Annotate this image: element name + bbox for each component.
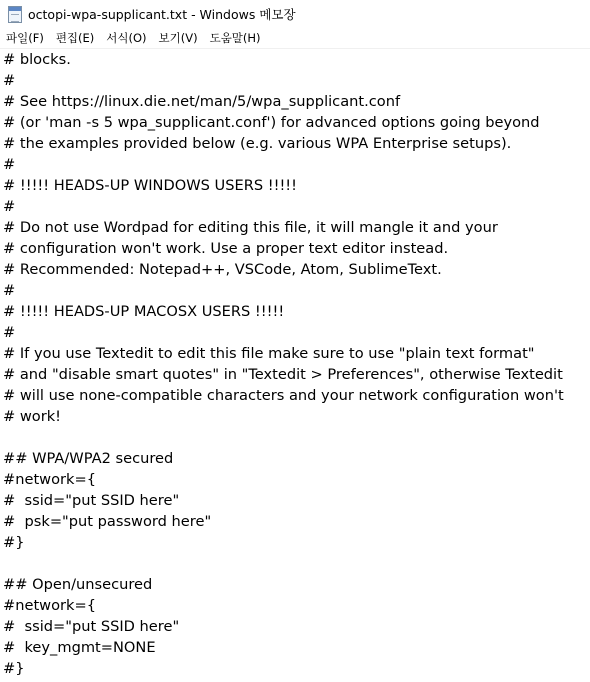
editor-content[interactable]	[0, 49, 590, 679]
text-line[interactable]: # !!!!! HEADS-UP WINDOWS USERS !!!!!	[3, 177, 297, 194]
text-line[interactable]: #	[3, 156, 16, 173]
text-line[interactable]: # Do not use Wordpad for editing this file, it will mangle it and your	[3, 219, 498, 236]
text-line[interactable]: ## Open/unsecured	[3, 576, 153, 593]
text-line[interactable]: #network={	[3, 597, 97, 614]
window-title: octopi-wpa-supplicant.txt - Windows 메모장	[28, 7, 296, 22]
menu-file[interactable]: 파일(F)	[6, 31, 44, 45]
text-line[interactable]: #	[3, 72, 16, 89]
text-line[interactable]: # key_mgmt=NONE	[3, 639, 156, 656]
text-line[interactable]: # and "disable smart quotes" in "Textedit > Preferences", otherwise Textedit	[3, 366, 563, 383]
text-line[interactable]: # blocks.	[3, 51, 71, 68]
text-line[interactable]: #	[3, 282, 16, 299]
menu-view[interactable]: 보기(V)	[158, 31, 198, 45]
text-line[interactable]: #network={	[3, 471, 97, 488]
text-line[interactable]: ## WPA/WPA2 secured	[3, 450, 174, 467]
text-line[interactable]: # the examples provided below (e.g. various WPA Enterprise setups).	[3, 135, 512, 152]
notepad-icon	[8, 6, 22, 23]
text-line[interactable]: #}	[3, 534, 25, 551]
text-line[interactable]	[3, 553, 590, 574]
text-line[interactable]: # configuration won't work. Use a proper text editor instead.	[3, 240, 449, 257]
menu-format[interactable]: 서식(O)	[106, 31, 147, 45]
text-line[interactable]	[3, 427, 590, 448]
text-editor-area[interactable]	[0, 49, 590, 682]
text-line[interactable]: #	[3, 324, 16, 341]
text-line[interactable]: # Recommended: Notepad++, VSCode, Atom, SublimeText.	[3, 261, 442, 278]
text-line[interactable]: #}	[3, 660, 25, 677]
text-line[interactable]: # If you use Textedit to edit this file make sure to use "plain text format"	[3, 345, 535, 362]
text-line[interactable]: # will use none-compatible characters and your network configuration won't	[3, 387, 564, 404]
text-line[interactable]: # (or 'man -s 5 wpa_supplicant.conf') for advanced options going beyond	[3, 114, 540, 131]
text-line[interactable]: # ssid="put SSID here"	[3, 492, 180, 509]
text-line[interactable]: # !!!!! HEADS-UP MACOSX USERS !!!!!	[3, 303, 285, 320]
menu-edit[interactable]: 편집(E)	[55, 31, 95, 45]
text-line[interactable]: #	[3, 198, 16, 215]
title-bar[interactable]	[0, 0, 590, 28]
text-line[interactable]: # psk="put password here"	[3, 513, 212, 530]
menu-bar	[0, 28, 590, 49]
menu-help[interactable]: 도움말(H)	[209, 31, 261, 45]
text-line[interactable]: # See https://linux.die.net/man/5/wpa_supplicant.conf	[3, 93, 401, 110]
text-line[interactable]: # work!	[3, 408, 62, 425]
text-line[interactable]: # ssid="put SSID here"	[3, 618, 180, 635]
